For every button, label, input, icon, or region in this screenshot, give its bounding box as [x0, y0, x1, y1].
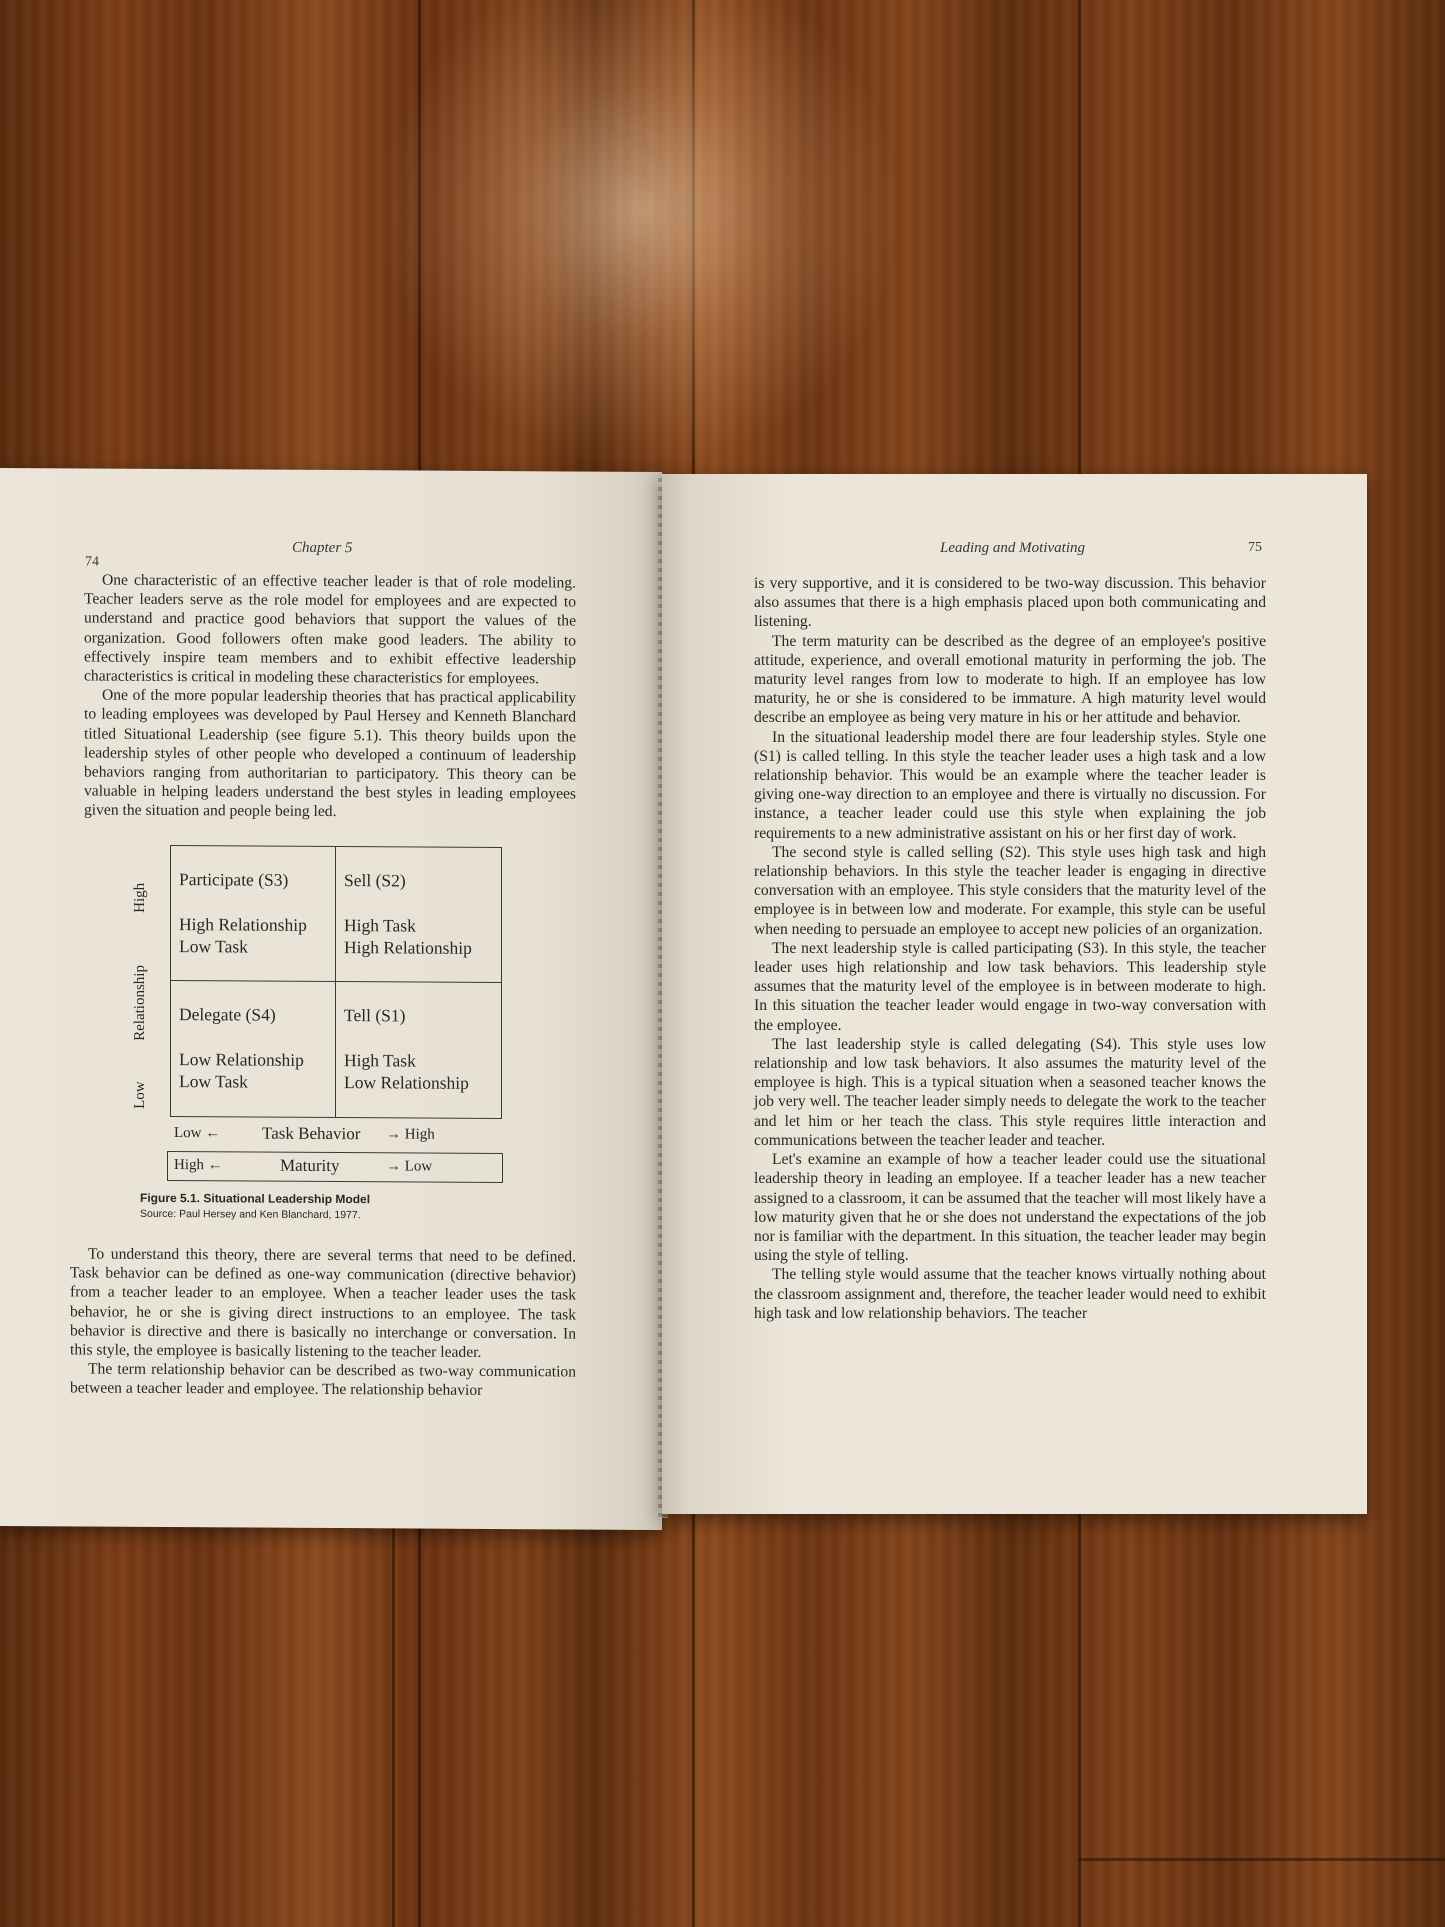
x-axis-label: Task Behavior [262, 1123, 361, 1144]
paragraph: One characteristic of an effective teacher leader is that of role modeling. Teacher leaders serve as the role model for employees and are expected to understand and practice good behaviors that support the values of the organization. Good followers often make good leaders. The ability to effectively inspire team members and to exhibit effective leadership characteristics is critical in modeling these characteristics for employees. [84, 571, 576, 688]
x-axis-low: Low ← [174, 1125, 221, 1142]
x-axis-high: → High [386, 1126, 435, 1143]
paragraph: To understand this theory, there are several terms that need to be defined. Task behavior can be defined as one-way communication (directive behavior) from a teacher leader to an employee. When a teacher leader uses the task behavior, he or she is giving direct instructions to an employee. The task behavior is directive and there is basically no interchange or conversation. In this style, the employee is basically listening to the teacher leader. [70, 1245, 576, 1361]
y-axis-low: Low [132, 1081, 148, 1109]
page-number: 75 [1248, 540, 1262, 555]
paragraph: is very supportive, and it is considered to be two-way discussion. This behavior also assumes that there is a high emphasis placed upon both communicating and listening. [754, 575, 1266, 631]
page-number: 74 [85, 554, 99, 570]
y-axis-high: High [132, 882, 148, 913]
y-axis [132, 845, 162, 1117]
y-axis-label: Relationship [132, 964, 148, 1041]
quadrant-grid [170, 845, 502, 1119]
paragraph: Let's examine an example of how a teacher leader could use the situational leadership theory in leading an employee. If a teacher leader has a new teacher assigned to a classroom, it can be assumed that the teacher will most likely have a low maturity given that he or she does not understand the expectations of the job nor is familiar with the department. In this situation, the teacher leader may begin using the style of telling. [754, 1151, 1266, 1265]
quadrant-tell: Tell (S1) High Task Low Relationship [344, 1005, 469, 1093]
caption-source: Source: Paul Hersey and Ken Blanchard, 1977. [140, 1207, 361, 1222]
running-head: Leading and Motivating [940, 540, 1085, 556]
paragraph: One of the more popular leadership theories that has practical applicability to leading employees was developed by Paul Hersey and Kenneth Blanchard titled Situational Leadership (see figure 5.1). This theory builds upon the leadership styles of other people who developed a continuum of leadership behaviors ranging from authoritarian to participatory. This theory can be valuable in helping leaders understand the best styles in leading employees given the situation and people being led. [84, 686, 576, 821]
caption-title: Figure 5.1. Situational Leadership Model [140, 1190, 371, 1207]
paragraph: The term relationship behavior can be described as two-way communication between a teacher leader and employee. The relationship behavior [70, 1360, 576, 1400]
paragraph: In the situational leadership model there are four leadership styles. Style one (S1) is called telling. In this style the teacher leader uses a high task and a low relationship behavior. This would be an example where the teacher leader is giving one-way direction to an employee and there is virtually no discussion. For instance, a teacher leader could use this style when explaining the job requirements to a new administrative assistant on his or her first day of work. [754, 728, 1266, 842]
paragraph: The last leadership style is called delegating (S4). This style uses low relationship and low task behaviors. It also assumes the maturity level of the employee is high. This is a typical situation when a seasoned teacher knows the job very well. The teacher leader simply needs to delegate the work to the teacher and let him or her teach the class. This style requires little interaction and communications between the teacher leader and teacher. [754, 1035, 1266, 1149]
maturity-right: → Low [386, 1158, 433, 1175]
maturity-label: Maturity [280, 1155, 340, 1176]
right-page [662, 474, 1367, 1514]
paragraph: The telling style would assume that the teacher knows virtually nothing about the classroom assignment and, therefore, the teacher leader would need to exhibit high task and low relationship behaviors. The teacher [754, 1266, 1266, 1322]
paragraph: The term maturity can be described as the degree of an employee's positive attitude, experience, and overall emotional maturity in performing the job. The maturity level ranges from low to moderate to high. If an employee has low maturity, he or she is considered to be immature. A high maturity level would describe an employee as being very mature in his or her attitude and behavior. [754, 632, 1266, 727]
maturity-scale [167, 1151, 503, 1183]
figure-caption [140, 1191, 370, 1221]
x-axis [170, 1125, 502, 1149]
paragraph: The next leadership style is called participating (S3). In this style, the teacher leader uses high relationship and low task behaviors. This leadership style assumes that the maturity level of the employee is in between moderate to high. In this situation the teacher leader would engage in two-way conversation with the employee. [754, 939, 1266, 1034]
quadrant-sell: Sell (S2) High Task High Relationship [336, 847, 501, 983]
quadrant-participate: Participate (S3) High Relationship Low Task [171, 846, 336, 982]
situational-leadership-figure [132, 845, 510, 1222]
body-text-bottom [70, 1244, 576, 1401]
running-head: Chapter 5 [292, 539, 353, 557]
body-text-top [84, 570, 576, 823]
maturity-left: High ← [174, 1157, 223, 1174]
quadrant-delegate: Delegate (S4) Low Relationship Low Task [171, 981, 336, 1117]
body-text [754, 574, 1266, 1323]
left-page [0, 468, 662, 1530]
paragraph: The second style is called selling (S2). This style uses high task and high relationship behaviors. In this style the teacher leader is engaging in directive conversation with an employee. This style considers that the maturity level of the employee is in between low and moderate. For example, this style can be useful when needing to persuade an employee to accept new policies of an organization. [754, 843, 1266, 938]
